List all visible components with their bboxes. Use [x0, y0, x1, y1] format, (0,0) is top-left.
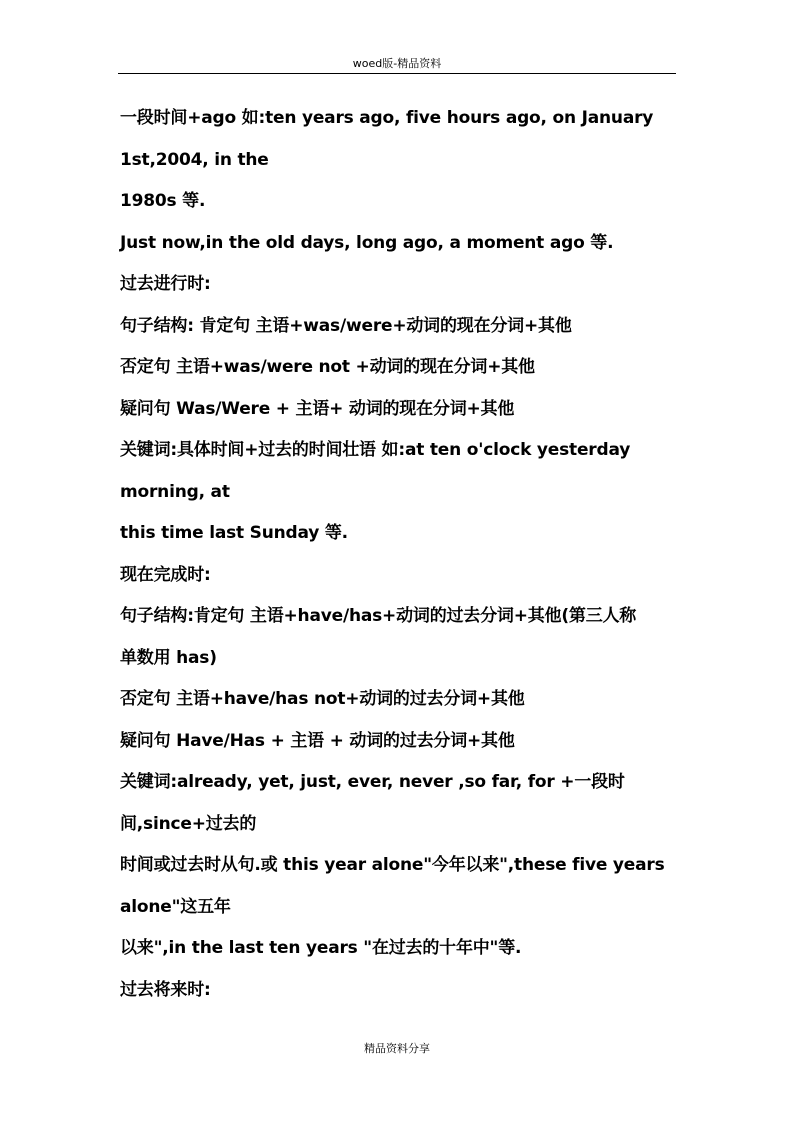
text-line: alone"这五年 [120, 896, 231, 917]
text-line: 时间或过去时从句.或 this year alone"今年以来",these five years [120, 855, 665, 875]
text-line: 否定句 主语+have/has not+动词的过去分词+其他 [120, 689, 525, 709]
section-heading: 现在完成时: [120, 564, 211, 585]
text-line: 否定句 主语+was/were not +动词的现在分词+其他 [120, 357, 535, 377]
text-line: 间,since+过去的 [120, 813, 257, 834]
text-line: 1st,2004, in the [120, 149, 269, 170]
text-line: 句子结构: 肯定句 主语+was/were+动词的现在分词+其他 [120, 315, 572, 336]
text-line: 1980s 等. [120, 191, 206, 211]
text-line: this time last Sunday 等. [120, 523, 348, 543]
page-footer: 精品资料分享 [364, 1042, 430, 1055]
section-heading: 过去将来时: [120, 979, 211, 1000]
document-body [120, 101, 680, 1014]
text-line: 疑问句 Have/Has + 主语 + 动词的过去分词+其他 [120, 730, 515, 751]
text-line: 句子结构:肯定句 主语+have/has+动词的过去分词+其他(第三人称 [120, 606, 637, 626]
text-line: 一段时间+ago 如:ten years ago, five hours ago, on January [120, 108, 654, 128]
text-line: 单数用 has) [120, 647, 217, 668]
text-line: 疑问句 Was/Were + 主语+ 动词的现在分词+其他 [120, 398, 515, 419]
text-line: Just now,in the old days, long ago, a moment ago 等. [120, 232, 614, 253]
text-line: morning, at [120, 481, 230, 502]
section-heading: 过去进行时: [120, 274, 211, 294]
text-line: 以来",in the last ten years "在过去的十年中"等. [120, 938, 522, 958]
text-line: 关键词:具体时间+过去的时间壮语 如:at ten o'clock yesterday [120, 440, 631, 460]
text-line: 关键词:already, yet, just, ever, never ,so far, for +一段时 [120, 772, 625, 792]
page-header: woed版-精品资料 [118, 57, 676, 74]
